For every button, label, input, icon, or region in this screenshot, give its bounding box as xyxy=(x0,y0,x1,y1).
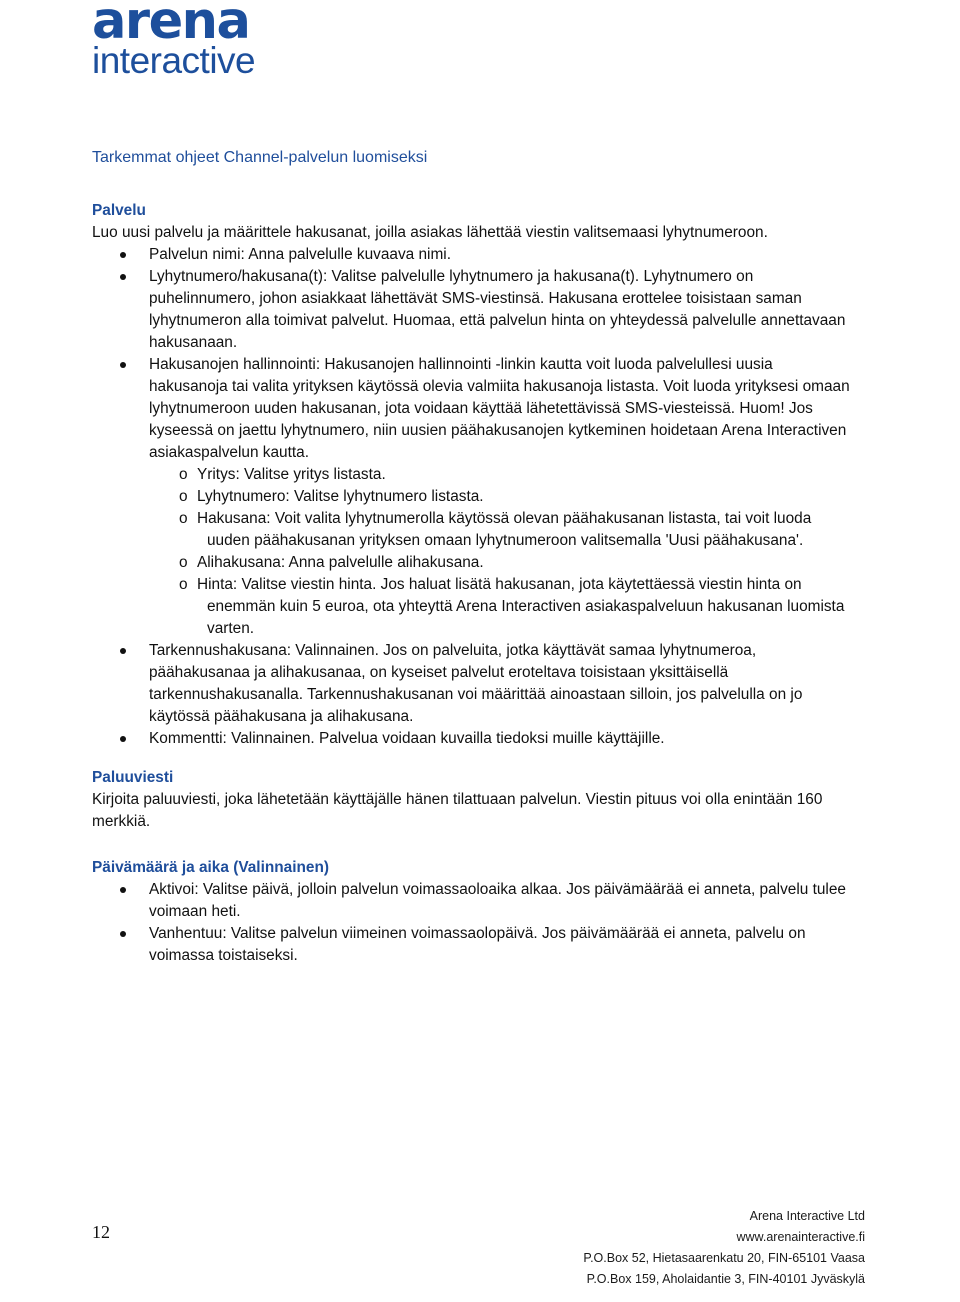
list-item xyxy=(92,923,852,967)
list-item xyxy=(92,879,852,923)
list-item xyxy=(92,266,852,354)
sub-bullet-list xyxy=(149,464,852,640)
list-item-text: Tarkennushakusana: Valinnainen. Jos on palveluita, jotka käyttävät samaa lyhytnumeroa, päähakusanaa ja alihakusanaa, on kyseiset palvelut eroteltava toisistaan yksittäisellä tarkennushakusanalla. Tarkennushakusanan voi määrittää ainoastaan silloin, jos palvelulla on jo käytössä päähakusana ja alihakusana. xyxy=(149,642,803,725)
sub-bullet-marker: o xyxy=(179,576,188,593)
footer-address-jyvaskyla: P.O.Box 159, Aholaidantie 3, FIN-40101 Jyväskylä xyxy=(586,1272,865,1286)
footer-company-name: Arena Interactive Ltd xyxy=(749,1209,865,1223)
sub-bullet-marker: o xyxy=(179,488,188,505)
section-heading-paivamaara: Päivämäärä ja aika (Valinnainen) xyxy=(92,859,329,876)
section-heading-palvelu: Palvelu xyxy=(92,202,146,219)
company-logo xyxy=(92,0,256,81)
document-title: Tarkemmat ohjeet Channel-palvelun luomiseksi xyxy=(92,149,428,166)
list-item-text: Palvelun nimi: Anna palvelulle kuvaava nimi. xyxy=(149,246,451,263)
sub-list-item-text: Hakusana: Voit valita lyhytnumerolla käytössä olevan päähakusanan listasta, tai voit luoda uuden päähakusanan yrityksen omaan lyhytnumeroon valitsemalla 'Uusi päähakusana'. xyxy=(197,510,812,549)
list-item xyxy=(92,728,852,750)
section-palvelu xyxy=(92,200,852,750)
list-item-text: Vanhentuu: Valitse palvelun viimeinen voimassaolopäivä. Jos päivämäärää ei anneta, palvelu on voimassa toistaiseksi. xyxy=(149,925,806,964)
sub-list-item-text: Lyhytnumero: Valitse lyhytnumero listasta. xyxy=(197,488,484,505)
list-item xyxy=(92,640,852,728)
sub-list-item xyxy=(149,552,852,574)
sub-list-item-text: Yritys: Valitse yritys listasta. xyxy=(197,466,386,483)
footer-website: www.arenainteractive.fi xyxy=(736,1230,865,1244)
sub-list-item xyxy=(149,508,852,552)
list-item xyxy=(92,244,852,266)
sub-list-item xyxy=(149,486,852,508)
sub-bullet-marker: o xyxy=(179,510,188,527)
footer-company-info xyxy=(583,1206,865,1290)
list-item-text: Aktivoi: Valitse päivä, jolloin palvelun voimassaoloaika alkaa. Jos päivämäärää ei anneta, palvelu tulee voimaan heti. xyxy=(149,881,846,920)
section-paluuviesti xyxy=(92,767,852,833)
list-item-text: Hakusanojen hallinnointi: Hakusanojen hallinnointi -linkin kautta voit luoda palvelullesi uusia hakusanoja tai valita yrityksen käytössä olevia valmiita hakusanoja listasta. Voit luoda yrityksesi omaan lyhytnumeroon uuden hakusanan, jota voidaan käyttää lähetettävissä SMS-viesteissä. Huom! Jos kyseessä on jaettu lyhytnumero, niin uusien päähakusanojen kytkeminen hoidetaan Arena Interactiven asiakaspalvelun kautta. xyxy=(149,356,850,461)
list-item xyxy=(92,354,852,640)
logo-text-interactive: interactive xyxy=(92,40,256,81)
logo-text-arena: arena xyxy=(92,0,250,51)
sub-bullet-marker: o xyxy=(179,554,188,571)
sub-bullet-marker: o xyxy=(179,466,188,483)
list-item-text: Lyhytnumero/hakusana(t): Valitse palvelulle lyhytnumero ja hakusana(t). Lyhytnumero on puhelinnumero, johon asiakkaat lähettävät SMS-viestinsä. Hakusana erottelee toisistaan saman lyhytnumeron alla toimivat palvelut. Huomaa, että palvelun hinta on yhteydessä palvelulle annettavaan hakusanaan. xyxy=(149,268,846,351)
footer-address-vaasa: P.O.Box 52, Hietasaarenkatu 20, FIN-65101 Vaasa xyxy=(583,1251,865,1265)
sub-list-item xyxy=(149,464,852,486)
sub-list-item-text: Hinta: Valitse viestin hinta. Jos haluat lisätä hakusanan, jota käytettäessä viestin hinta on enemmän kuin 5 euroa, ota yhteyttä Arena Interactiven asiakaspalveluun hakusanan luomista varten. xyxy=(197,576,845,637)
section-heading-paluuviesti: Paluuviesti xyxy=(92,769,174,786)
palvelu-intro: Luo uusi palvelu ja määrittele hakusanat, joilla asiakas lähettää viestin valitsemaasi lyhytnumeroon. xyxy=(92,224,768,241)
page-number: 12 xyxy=(92,1222,110,1242)
palvelu-bullet-list xyxy=(92,244,852,750)
paivamaara-bullet-list xyxy=(92,879,852,967)
list-item-text: Kommentti: Valinnainen. Palvelua voidaan kuvailla tiedoksi muille käyttäjille. xyxy=(149,730,665,747)
paluuviesti-text: Kirjoita paluuviesti, joka lähetetään käyttäjälle hänen tilattuaan palvelun. Viestin pituus voi olla enintään 160 merkkiä. xyxy=(92,791,823,830)
sub-list-item xyxy=(149,574,852,640)
section-paivamaara xyxy=(92,857,852,967)
sub-list-item-text: Alihakusana: Anna palvelulle alihakusana. xyxy=(197,554,484,571)
